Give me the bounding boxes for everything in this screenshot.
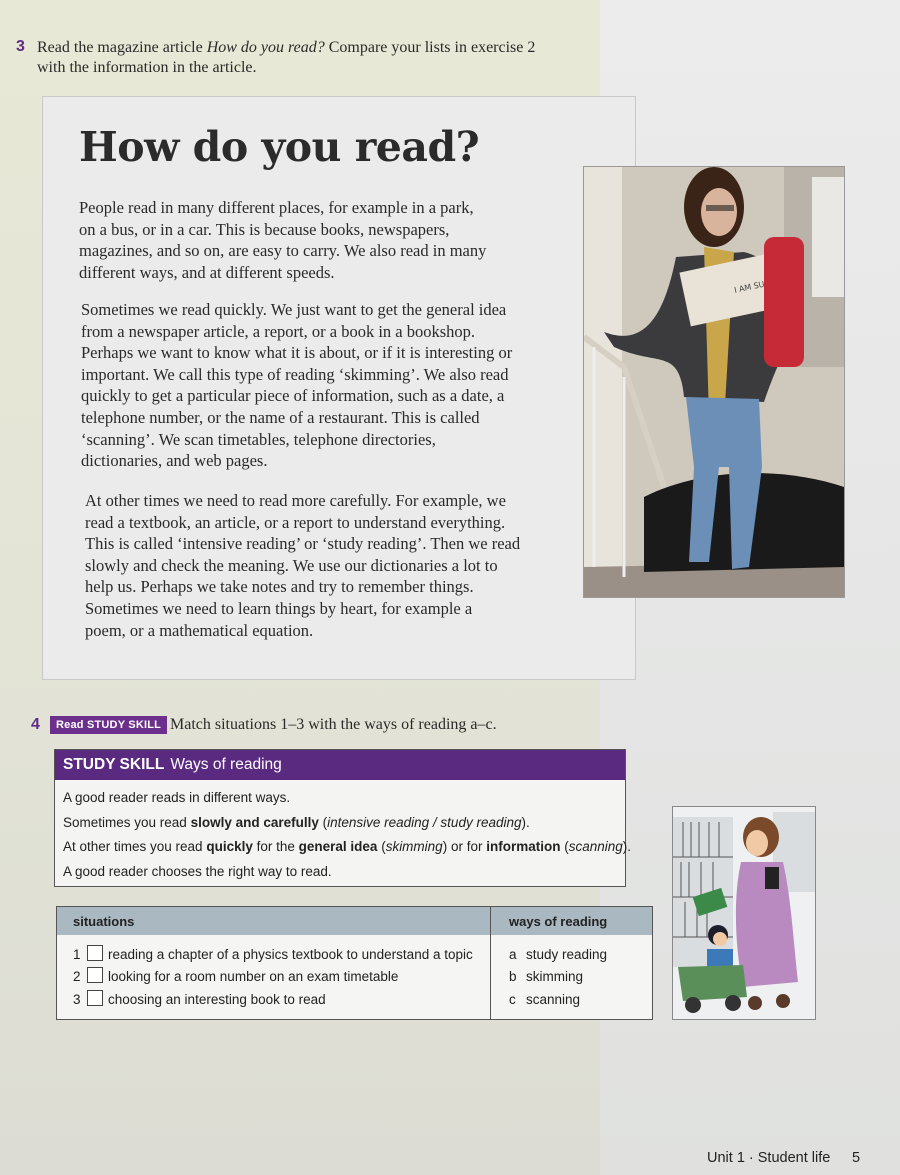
read-study-skill-label: Read STUDY SKILL bbox=[50, 716, 167, 734]
student-illustration bbox=[584, 167, 844, 597]
article-paragraph-3: At other times we need to read more carefully. For example, we read a textbook, an article, or a report to understand everything. This is called ‘intensive reading’ or ‘study reading’. Then we read slowly and check the meaning. We use our dictionaries a lot to help us. Perhaps we take notes and try to remember things. Sometimes we need to learn things by heart, for example a poem, or a mathematical equation. bbox=[85, 491, 521, 640]
library-cartoon bbox=[672, 806, 816, 1020]
way-row: a study reading bbox=[509, 947, 608, 962]
situation-row: 3 choosing an interesting book to read bbox=[73, 992, 326, 1007]
ways-of-reading-header: ways of reading bbox=[509, 914, 608, 929]
situations-table bbox=[56, 906, 653, 1020]
exercise-4-instruction: Match situations 1–3 with the ways of reading a–c. bbox=[170, 716, 497, 733]
article-paragraph-2: Sometimes we read quickly. We just want to get the general idea from a newspaper article, a report, or a book in a bookshop. Perhaps we want to know what it is about, or if it is interesting or important. We call this type of reading ‘skimming’. We also read quickly to get a particular piece of information, such as a date, a telephone number, or the name of a restaurant. This is called ‘scanning’. We scan timetables, telephone directories, dictionaries, and web pages. bbox=[81, 300, 513, 471]
student-reading-photo bbox=[583, 166, 845, 598]
situation-row: 1 reading a chapter of a physics textbook to understand a topic bbox=[73, 947, 473, 962]
situation-row: 2 looking for a room number on an exam timetable bbox=[73, 969, 399, 984]
column-divider bbox=[490, 907, 491, 1019]
answer-checkbox[interactable] bbox=[87, 945, 103, 961]
exercise-3-number: 3 bbox=[16, 38, 25, 55]
answer-checkbox[interactable] bbox=[87, 990, 103, 1006]
article-title-reference: How do you read? bbox=[206, 39, 325, 56]
study-skill-box bbox=[54, 749, 632, 887]
exercise-3-instruction: Read the magazine article How do you read? Compare your lists in exercise 2 with the information in the article. bbox=[37, 39, 536, 76]
page-number: 5 bbox=[852, 1150, 861, 1166]
way-row: b skimming bbox=[509, 969, 584, 984]
exercise-4-number: 4 bbox=[31, 716, 40, 733]
situations-header: situations bbox=[73, 914, 135, 929]
librarian-child-illustration bbox=[673, 807, 815, 1019]
study-skill-heading: STUDY SKILL Ways of reading bbox=[55, 750, 625, 780]
book-cover-text: I AM bbox=[733, 282, 753, 295]
answer-checkbox[interactable] bbox=[87, 967, 103, 983]
study-skill-text: A good reader reads in different ways. Sometimes you read slowly and carefully (intensive reading / study reading). At other times you read quickly for the general idea (skimming) or for information (scanning). A good reader chooses the right way to read. bbox=[63, 790, 632, 879]
article-paragraph-1: People read in many different places, for example in a park, on a bus, or in a car. This is because books, newspapers, magazines, and so on, are easy to carry. We also read in many different ways, and at different speeds. bbox=[79, 198, 487, 282]
magazine-article bbox=[42, 96, 636, 680]
article-title: How do you read? bbox=[79, 123, 480, 171]
way-row: c scanning bbox=[509, 992, 581, 1007]
footer-unit-label: Unit 1 · Student life bbox=[707, 1150, 831, 1166]
